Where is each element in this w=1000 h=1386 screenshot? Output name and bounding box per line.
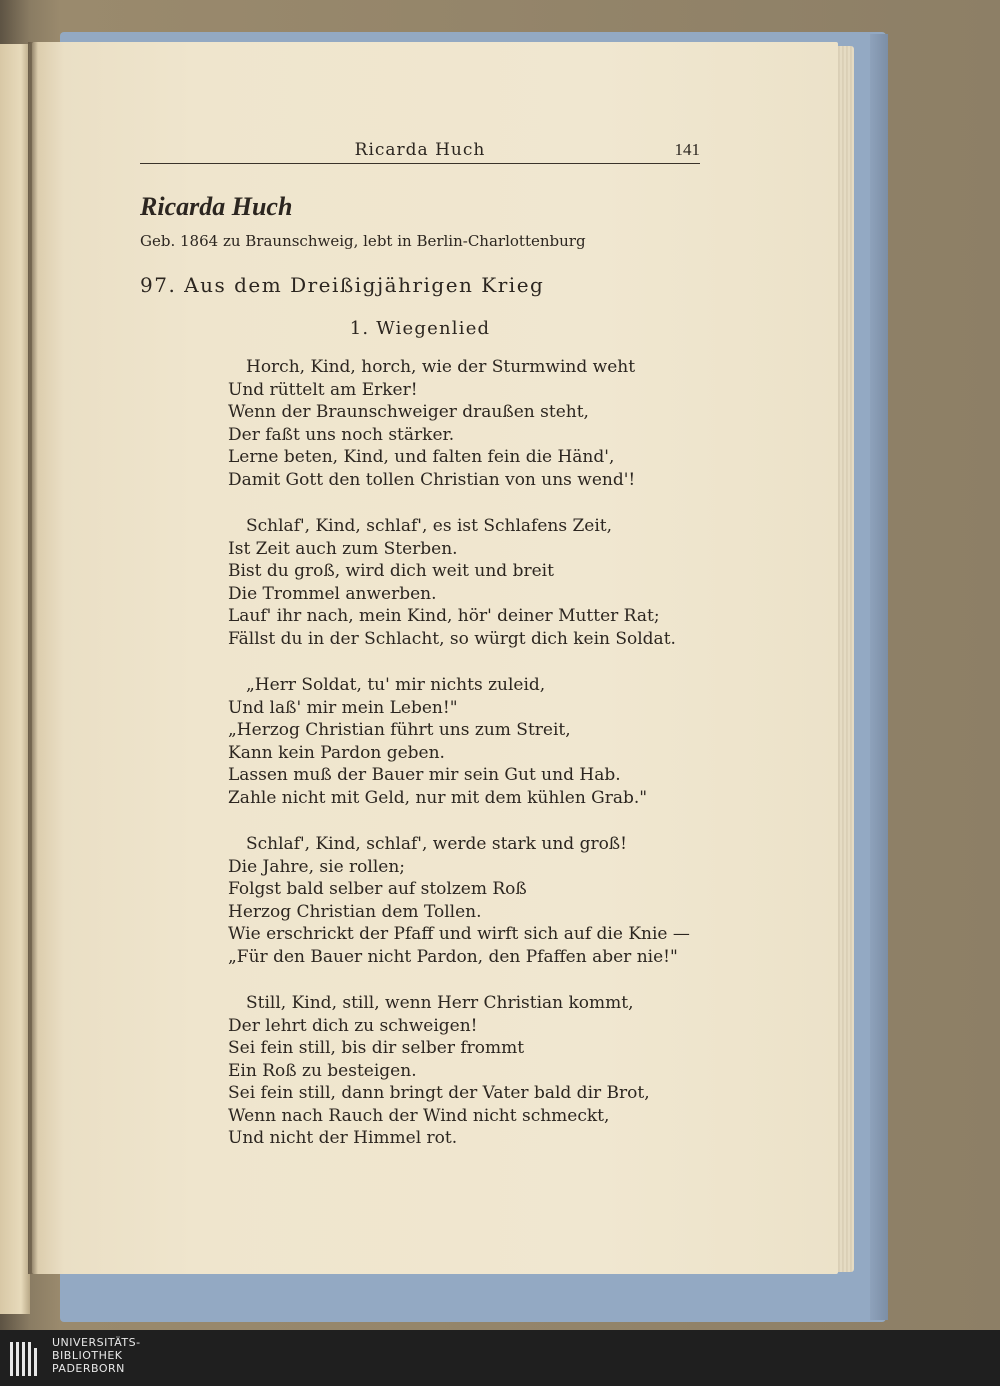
verse-line: „Herzog Christian führt uns zum Streit, — [228, 720, 571, 740]
verse-line: Wie erschrickt der Pfaff und wirft sich auf die Knie — — [228, 924, 690, 944]
poem-body — [228, 356, 708, 1174]
verse-line: Wenn der Braunschweiger draußen steht, — [228, 402, 589, 422]
verse-line: Lerne beten, Kind, und falten fein die Händ', — [228, 447, 615, 467]
verse-line: Horch, Kind, horch, wie der Sturmwind weht — [246, 357, 636, 377]
verse-line: Die Jahre, sie rollen; — [228, 856, 406, 877]
birth-note: Geb. 1864 zu Braunschweig, lebt in Berlin-Charlottenburg — [140, 232, 586, 250]
verse-line: Und rüttelt am Erker! — [228, 379, 418, 400]
cover-edge — [870, 34, 888, 1320]
running-head-title: Ricarda Huch — [354, 140, 486, 160]
verse-line: Wenn nach Rauch der Wind nicht schmeckt, — [228, 1105, 610, 1126]
verse-line: Damit Gott den tollen Christian von uns wend'! — [228, 469, 636, 490]
verse-line: Kann kein Pardon geben. — [228, 742, 445, 763]
verse-line: Lauf' ihr nach, mein Kind, hör' deiner Mutter Rat; — [228, 606, 660, 626]
library-logo-bar — [0, 1330, 1000, 1386]
verse-line: Lassen muß der Bauer mir sein Gut und Hab. — [228, 765, 621, 785]
verse-line: Ist Zeit auch zum Sterben. — [228, 538, 458, 559]
library-logo-line: PADERBORN — [52, 1362, 125, 1375]
stanza — [228, 833, 708, 968]
library-logo-line: BIBLIOTHEK — [52, 1349, 123, 1362]
verse-line: Zahle nicht mit Geld, nur mit dem kühlen Grab." — [228, 787, 648, 808]
verse-line: Folgst bald selber auf stolzem Roß — [228, 879, 527, 899]
verse-line: Schlaf', Kind, schlaf', es ist Schlafens Zeit, — [246, 516, 613, 536]
verse-line: Der lehrt dich zu schweigen! — [228, 1015, 478, 1036]
verse-line: „Herr Soldat, tu' mir nichts zuleid, — [246, 675, 546, 695]
verse-line: Sei fein still, dann bringt der Vater bald dir Brot, — [228, 1083, 650, 1103]
section-title: 1. Wiegenlied — [349, 318, 491, 339]
page-gutter — [28, 42, 38, 1274]
verse-line: Ein Roß zu besteigen. — [228, 1060, 417, 1081]
poem-title: 97. Aus dem Dreißigjährigen Krieg — [140, 273, 545, 297]
verse-line: Fällst du in der Schlacht, so würgt dich kein Soldat. — [228, 628, 676, 649]
facing-page-edge — [0, 44, 30, 1314]
verse-line: Und laß' mir mein Leben!" — [228, 697, 458, 718]
stanza — [228, 356, 708, 491]
verse-line: Der faßt uns noch stärker. — [228, 424, 455, 445]
stanza — [228, 515, 708, 650]
verse-line: Still, Kind, still, wenn Herr Christian kommt, — [246, 993, 634, 1013]
verse-line: „Für den Bauer nicht Pardon, den Pfaffen aber nie!" — [228, 946, 678, 967]
running-head — [140, 140, 700, 164]
library-logo-text — [52, 1336, 141, 1375]
library-logo-line: UNIVERSITÄTS- — [52, 1336, 141, 1349]
verse-line: Sei fein still, bis dir selber frommt — [228, 1038, 525, 1058]
verse-line: Und nicht der Himmel rot. — [228, 1128, 458, 1148]
verse-line: Die Trommel anwerben. — [228, 583, 437, 604]
library-logo-icon — [8, 1340, 44, 1378]
header-rule — [140, 163, 700, 164]
verse-line: Schlaf', Kind, schlaf', werde stark und groß! — [246, 834, 627, 854]
verse-line: Herzog Christian dem Tollen. — [228, 901, 482, 922]
stanza — [228, 674, 708, 809]
verse-line: Bist du groß, wird dich weit und breit — [228, 561, 554, 581]
stanza — [228, 992, 708, 1150]
author-name: Ricarda Huch — [140, 192, 293, 221]
page-number: 141 — [674, 140, 700, 159]
